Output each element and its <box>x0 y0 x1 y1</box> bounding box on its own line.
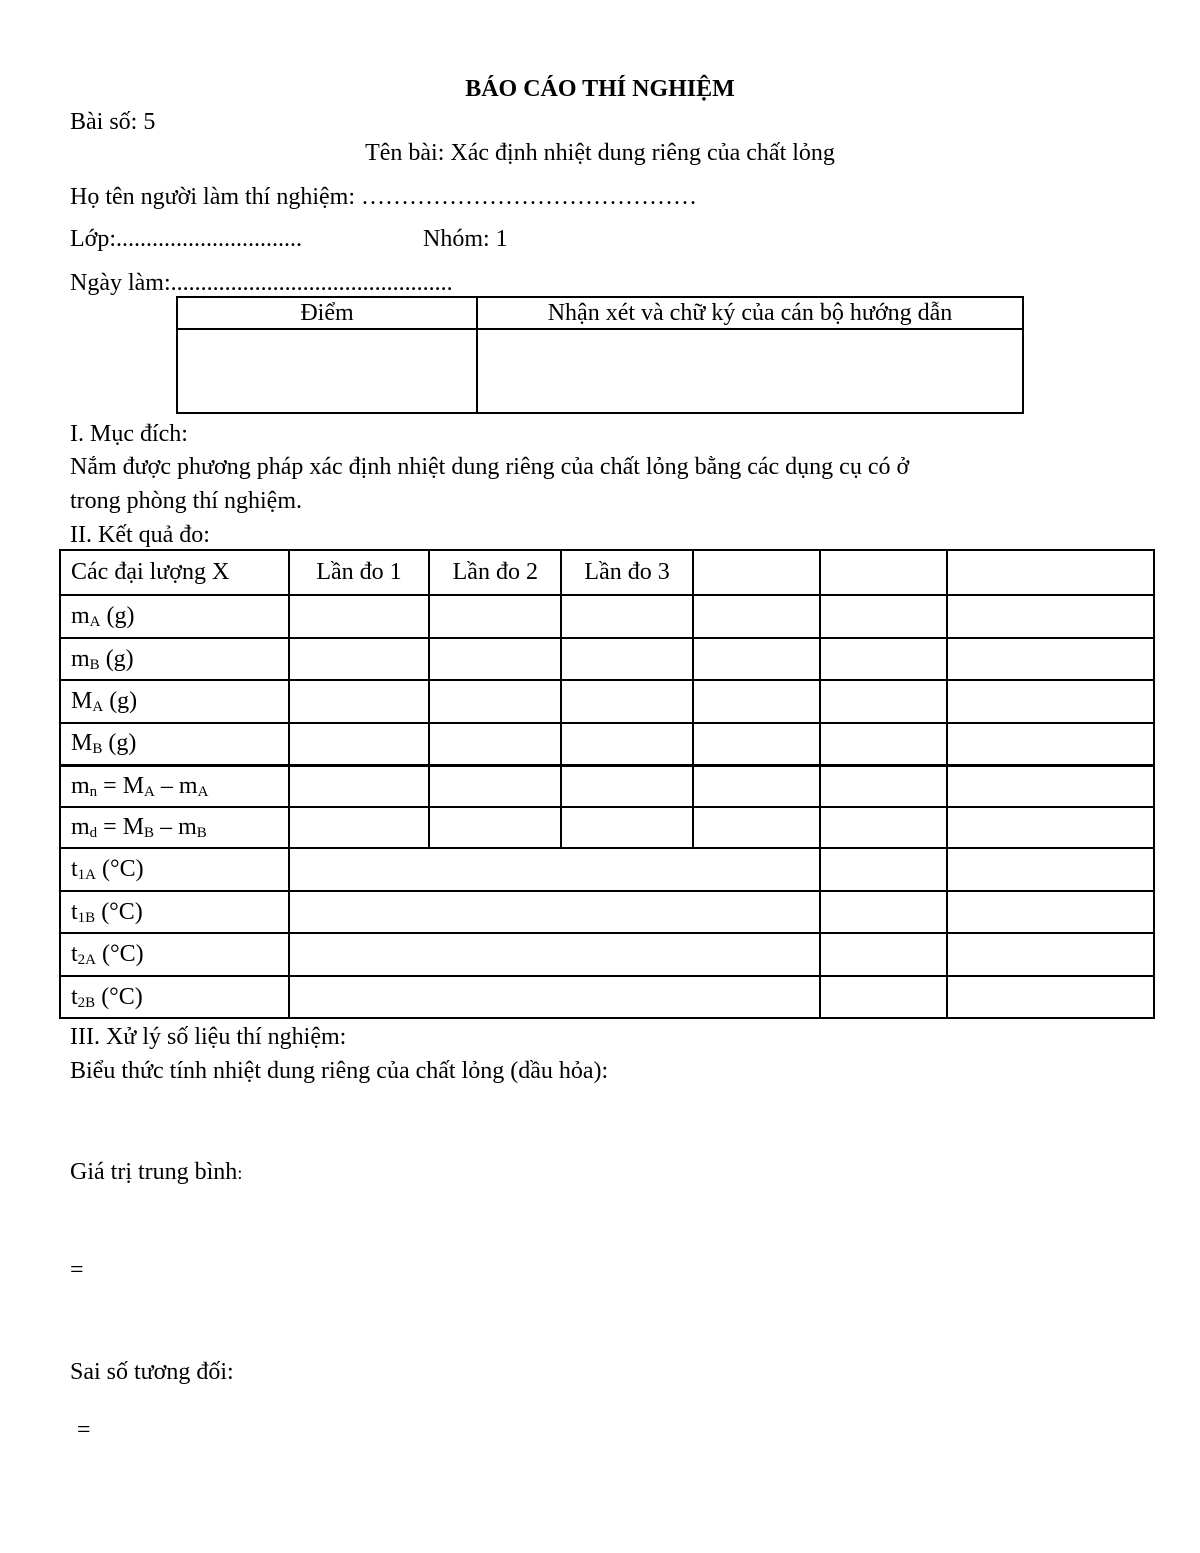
lesson-name: Tên bài: Xác định nhiệt dung riêng của chất lỏng <box>365 140 835 166</box>
grade-table <box>176 296 1024 414</box>
table-header-row <box>60 550 1154 595</box>
formula-label: Biểu thức tính nhiệt dung riêng của chất lỏng (dầu hỏa): <box>70 1058 609 1084</box>
row-label-t1A: $t_{1A}$ (°C) <box>60 848 289 891</box>
results-table <box>59 549 1155 1019</box>
equals-relative-error: = <box>77 1417 91 1443</box>
section2-heading: II. Kết quả đo: <box>70 522 210 548</box>
group-line: Nhóm: 1 <box>423 226 508 252</box>
header-quantity: Các đại lượng X <box>60 550 289 595</box>
section1-heading: I. Mục đích: <box>70 421 188 447</box>
equals-average: = <box>70 1257 84 1283</box>
grade-header-score: Điểm <box>177 297 477 329</box>
row-label-t2B: $t_{2B}$ (°C) <box>60 976 289 1018</box>
header-empty-3 <box>947 550 1154 595</box>
header-trial-3: Lần đo 3 <box>561 550 693 595</box>
header-empty-1 <box>693 550 820 595</box>
table-row <box>60 933 1154 976</box>
report-title: BÁO CÁO THÍ NGHIỆM <box>465 76 735 102</box>
table-row <box>60 638 1154 680</box>
row-label-MB: $M_B$ (g) <box>60 723 289 765</box>
table-row <box>60 891 1154 933</box>
section1-line2: trong phòng thí nghiệm. <box>70 488 302 514</box>
table-row <box>60 807 1154 848</box>
row-label-md: $m_d = M_B - m_B$ <box>60 807 289 848</box>
grade-comment-cell <box>477 329 1023 413</box>
row-label-mB: $m_B$ (g) <box>60 638 289 680</box>
header-trial-2: Lần đo 2 <box>429 550 561 595</box>
average-label: Giá trị trung bình: <box>70 1159 243 1185</box>
date-line: Ngày làm:............................................... <box>70 270 453 296</box>
experimenter-name-line: Họ tên người làm thí nghiệm: …………………………………… <box>70 184 697 210</box>
section1-line1: Nắm được phương pháp xác định nhiệt dung riêng của chất lỏng bằng các dụng cụ có ở <box>70 454 910 480</box>
table-row <box>60 680 1154 723</box>
grade-header-comment: Nhận xét và chữ ký của cán bộ hướng dẫn <box>477 297 1023 329</box>
relative-error-label: Sai số tương đối: <box>70 1359 234 1385</box>
grade-score-cell <box>177 329 477 413</box>
class-line: Lớp:............................... <box>70 226 303 252</box>
table-row <box>60 723 1154 765</box>
row-label-t2A: $t_{2A}$ (°C) <box>60 933 289 976</box>
section3-heading: III. Xử lý số liệu thí nghiệm: <box>70 1024 347 1050</box>
row-label-t1B: $t_{1B}$ (°C) <box>60 891 289 933</box>
table-row <box>60 765 1154 807</box>
row-label-mn: $m_n = M_A - m_A$ <box>60 765 289 807</box>
header-trial-1: Lần đo 1 <box>289 550 430 595</box>
header-empty-2 <box>820 550 948 595</box>
table-row <box>60 595 1154 638</box>
table-row <box>60 848 1154 891</box>
lesson-number: Bài số: 5 <box>70 109 156 135</box>
row-label-mA: $m_A$ (g) <box>60 595 289 638</box>
table-row <box>60 976 1154 1018</box>
row-label-MA: $M_A$ (g) <box>60 680 289 723</box>
